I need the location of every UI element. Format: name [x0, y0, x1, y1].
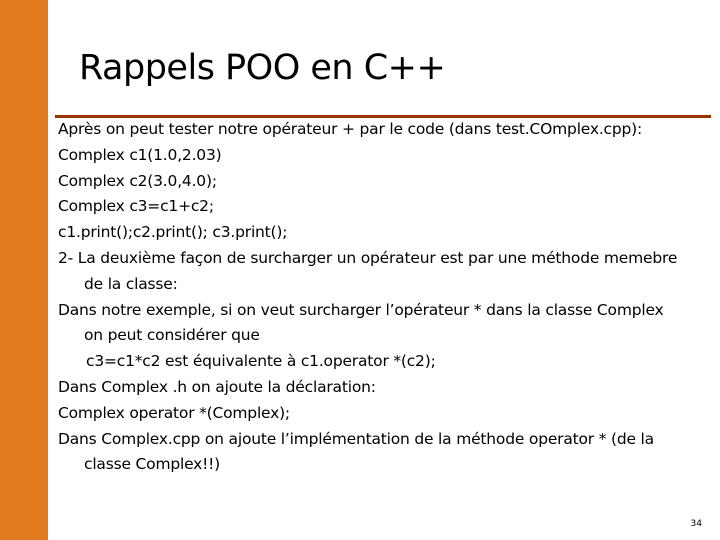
slide-body [58, 117, 710, 478]
side-accent-bar [0, 0, 48, 540]
page-number: 34 [690, 519, 702, 529]
text-line-code: c3=c1*c2 est équivalente à c1.operator *(c2); [86, 352, 436, 371]
text-line: Complex c1(1.0,2.03) [58, 145, 222, 164]
slide-title: Rappels POO en C++ [79, 48, 446, 88]
text-line: Après on peut tester notre opérateur + par le code (dans test.COmplex.cpp): [58, 120, 643, 138]
text-line: Dans notre exemple, si on veut surcharger l’opérateur * dans la classe Complex [58, 300, 664, 319]
text-line: Dans Complex.cpp on ajoute l’implémentation de la méthode operator * (de la [58, 429, 654, 448]
text-line: 2- La deuxième façon de surcharger un opérateur est par une méthode memebre [58, 248, 678, 267]
text-line: Complex c2(3.0,4.0); [58, 171, 217, 190]
text-line-continuation: on peut considérer que [84, 326, 260, 345]
text-line: Dans Complex .h on ajoute la déclaration: [58, 377, 376, 396]
text-line-continuation: de la classe: [84, 274, 178, 293]
text-line: Complex operator *(Complex); [58, 403, 290, 422]
text-line: c1.print();c2.print(); c3.print(); [58, 223, 288, 242]
text-line-continuation: classe Complex!!) [84, 455, 221, 474]
text-line: Complex c3=c1+c2; [58, 197, 214, 216]
